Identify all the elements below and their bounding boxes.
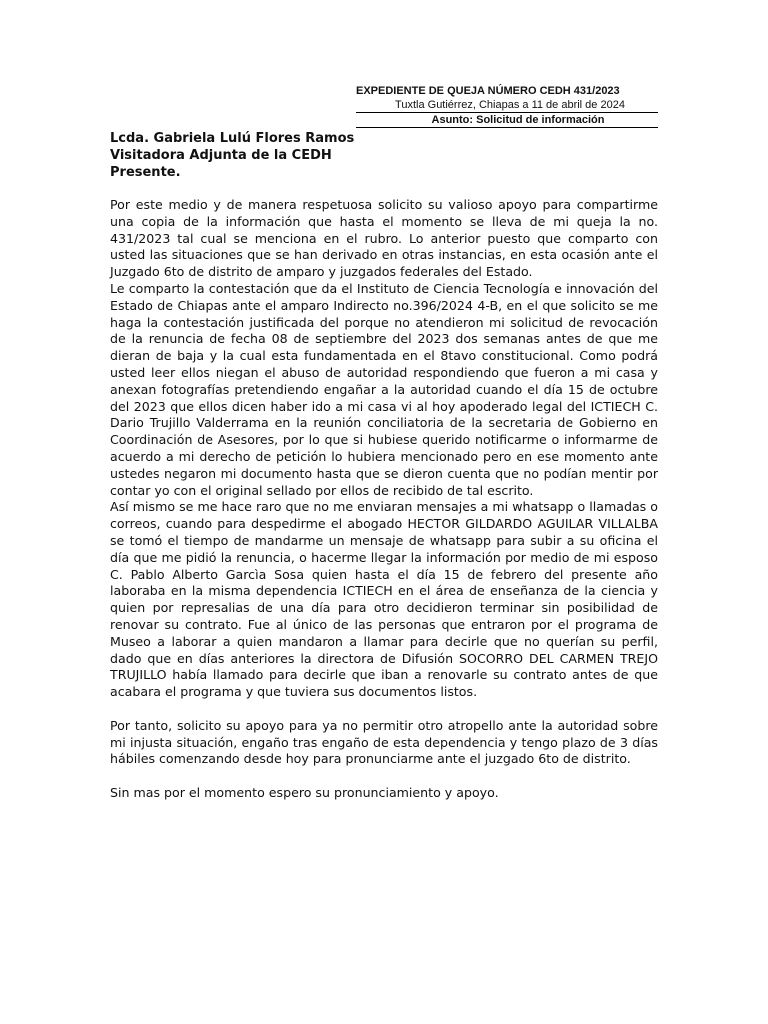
paragraph-3: Así mismo se me hace raro que no me enviaran mensajes a mi whatsapp o llamadas o correos, cuando para despedirme el abogado HECTOR GILDARDO AGUILAR VILLALBA se tomó el tiempo de mandarme un mensaje de whatsapp para subir a su oficina el día que me pidió la renuncia, o hacerme llegar la información por medio de mi esposo C. Pablo Alberto Garcìa Sosa quien hasta el día 15 de febrero del presente año laboraba en la misma dependencia ICTIECH en el área de enseñanza de la ciencia y quien por represalias de una día para otro decidieron terminar sin posibilidad de renovar su contrato. Fue al único de las personas que entraron por el programa de Museo a laborar a quien mandaron a llamar para decirle que no querían su perfil, dado que en días anteriores la directora de Difusión SOCORRO DEL CARMEN TREJO TRUJILLO había llamado para decirle que iban a renovarle su contrato antes de que acabara el programa y que tuviera sus documentos listos.: [110, 499, 658, 700]
paragraph-1: Por este medio y de manera respetuosa solicito su valioso apoyo para compartirme una copia de la información que hasta el momento se lleva de mi queja la no. 431/2023 tal cual se menciona en el rubro. Lo anterior puesto que comparto con usted las situaciones que se han derivado en otras instancias, en esta ocasión ante el Juzgado 6to de distrito de amparo y juzgados federales del Estado.: [110, 197, 658, 280]
subject-line: Asunto: Solicitud de información: [431, 114, 605, 126]
letter-body: [110, 197, 658, 802]
place-and-date: Tuxtla Gutiérrez, Chiapas a 11 de abril de 2024: [395, 99, 625, 111]
greeting: Presente.: [110, 165, 181, 180]
recipient-role: Visitadora Adjunta de la CEDH: [110, 148, 332, 163]
document-header: [356, 84, 658, 128]
closing-paragraph: Sin mas por el momento espero su pronunciamiento y apoyo.: [110, 784, 499, 800]
header-divider-bottom: [356, 127, 658, 128]
case-number-heading: EXPEDIENTE DE QUEJA NÚMERO CEDH 431/2023: [356, 85, 620, 97]
recipient-name: Lcda. Gabriela Lulú Flores Ramos: [110, 131, 355, 146]
paragraph-4: Por tanto, solicito su apoyo para ya no permitir otro atropello ante la autoridad sobre mi injusta situación, engaño tras engaño de esta dependencia y tengo plazo de 3 días hábiles comenzando desde hoy para pronunciarme ante el juzgado 6to de distrito.: [110, 717, 658, 767]
recipient-block: [110, 130, 354, 181]
paragraph-2: Le comparto la contestación que da el Instituto de Ciencia Tecnología e innovación del Estado de Chiapas ante el amparo Indirecto no.396/2024 4-B, en el que solicito se me haga la contestación justificada del porque no atendieron mi solicitud de revocación de la renuncia de fecha 08 de septiembre del 2023 dos semanas antes de que me dieran de baja y la cual esta fundamentada en el 8tavo constitucional. Como podrá usted leer ellos niegan el abuso de autoridad respondiendo que fueron a mi casa y anexan fotografías pretendiendo engañar a la autoridad cuando el día 15 de octubre del 2023 que ellos dicen haber ido a mi casa vi al hoy apoderado legal del ICTIECH C. Dario Trujillo Valderrama en la reunión conciliatoria de la secretaria de Gobierno en Coordinación de Asesores, por lo que si hubiese querido notificarme o informarme de acuerdo a mi derecho de petición lo hubiera mencionado pero en ese momento ante ustedes negaron mi documento hasta que se dieron cuenta que no podían mentir por contar yo con el original sellado por ellos de recibido de tal escrito.: [110, 280, 658, 498]
